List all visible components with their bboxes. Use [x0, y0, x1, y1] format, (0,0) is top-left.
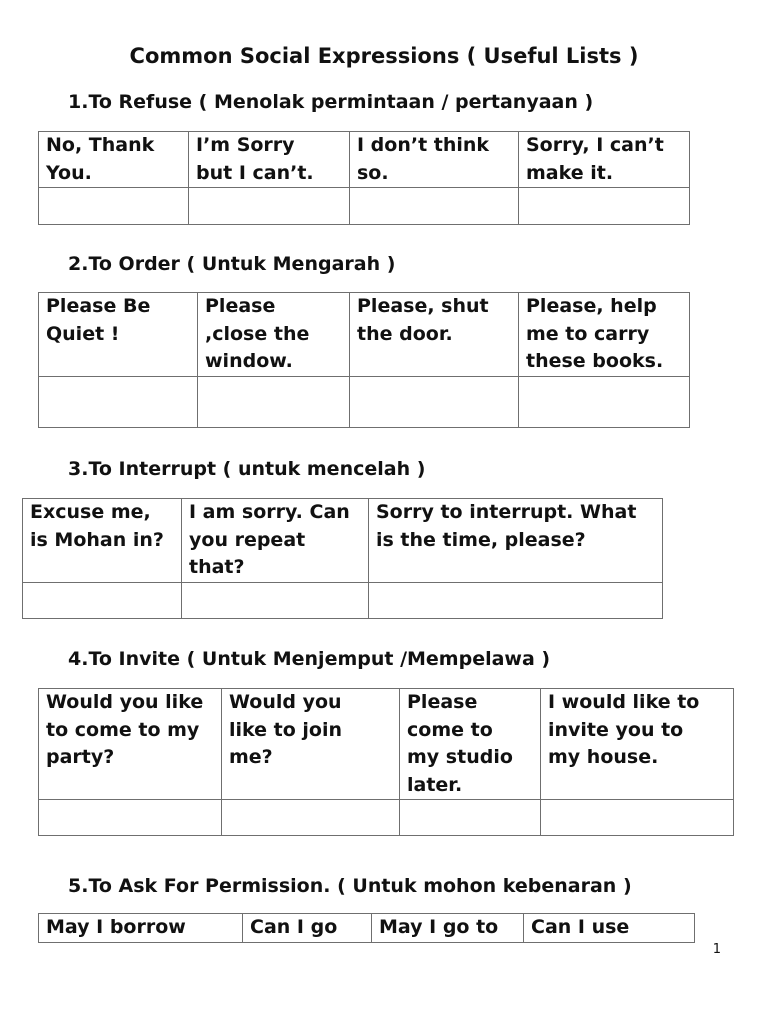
section-heading-order: 2.To Order ( Untuk Mengarah ) [68, 253, 396, 275]
table-row [39, 293, 690, 377]
cell-line: May I go to [379, 916, 499, 938]
blank-cell [519, 188, 690, 225]
cell-line: later. [407, 773, 463, 796]
table-cell [350, 293, 519, 377]
table-invite [38, 688, 734, 836]
cell-line: is the time, please? [376, 528, 586, 551]
table-cell [39, 689, 222, 800]
table-cell [189, 132, 350, 188]
table-row-blank [23, 582, 663, 618]
blank-cell [23, 582, 182, 618]
cell-line: me to carry [526, 322, 650, 345]
table-cell [243, 914, 372, 943]
table-cell [23, 499, 182, 583]
table-cell [222, 689, 400, 800]
table-cell [350, 132, 519, 188]
cell-line: party? [46, 746, 115, 768]
cell-line: Quiet ! [46, 322, 120, 345]
cell-line: is Mohan in? [30, 528, 164, 551]
table-row-blank [39, 188, 690, 225]
table-cell [39, 293, 198, 377]
cell-line: to come to my [46, 718, 200, 741]
cell-line: like to join [229, 718, 343, 741]
cell-line: window. [205, 350, 293, 372]
cell-line: Can I go [250, 916, 338, 938]
table-refuse [38, 131, 690, 225]
page-number: 1 [712, 942, 721, 957]
document-title: Common Social Expressions ( Useful Lists ) [129, 44, 639, 68]
blank-cell [182, 582, 369, 618]
cell-line: ,close the [205, 322, 310, 345]
cell-line: May I borrow [46, 916, 186, 938]
cell-line: my studio [407, 746, 513, 768]
blank-cell [39, 376, 198, 427]
table-cell [541, 689, 734, 800]
blank-cell [222, 800, 400, 836]
blank-cell [198, 376, 350, 427]
table-cell [182, 499, 369, 583]
cell-line: Would you [229, 691, 342, 713]
table-interrupt [22, 498, 663, 619]
table-cell [39, 914, 243, 943]
blank-cell [39, 188, 189, 225]
cell-line: Please Be [46, 295, 151, 317]
cell-line: you repeat [189, 528, 306, 551]
section-heading-permission: 5.To Ask For Permission. ( Untuk mohon kebenaran ) [68, 875, 632, 897]
blank-cell [400, 800, 541, 836]
table-permission [38, 913, 695, 943]
blank-cell [350, 188, 519, 225]
table-cell [519, 132, 690, 188]
cell-line: but I can’t. [196, 161, 314, 184]
cell-line: I am sorry. Can [189, 501, 350, 523]
cell-line: that? [189, 556, 245, 578]
blank-cell [369, 582, 663, 618]
table-cell [400, 689, 541, 800]
table-row [23, 499, 663, 583]
table-cell [39, 132, 189, 188]
blank-cell [39, 800, 222, 836]
cell-line: so. [357, 161, 389, 184]
cell-line: Please, shut [357, 295, 489, 317]
cell-line: come to [407, 718, 493, 741]
cell-line: Would you like [46, 691, 204, 713]
table-row [39, 689, 734, 800]
table-order [38, 292, 690, 428]
section-heading-refuse: 1.To Refuse ( Menolak permintaan / pertanyaan ) [68, 91, 594, 113]
cell-line: me? [229, 746, 273, 768]
cell-line: my house. [548, 746, 659, 768]
table-cell [519, 293, 690, 377]
section-heading-invite: 4.To Invite ( Untuk Menjemput /Mempelawa ) [68, 648, 551, 670]
cell-line: Can I use [531, 916, 630, 938]
table-cell [372, 914, 524, 943]
table-row [39, 132, 690, 188]
table-row [39, 914, 695, 943]
blank-cell [350, 376, 519, 427]
blank-cell [189, 188, 350, 225]
blank-cell [519, 376, 690, 427]
cell-line: No, Thank [46, 134, 155, 156]
cell-line: the door. [357, 322, 453, 345]
cell-line: I would like to [548, 691, 700, 713]
cell-line: make it. [526, 161, 614, 184]
table-cell [369, 499, 663, 583]
table-cell [524, 914, 695, 943]
table-row-blank [39, 800, 734, 836]
table-row-blank [39, 376, 690, 427]
cell-line: Sorry to interrupt. What [376, 501, 637, 523]
cell-line: I don’t think [357, 134, 490, 156]
cell-line: Excuse me, [30, 501, 151, 523]
cell-line: Please [205, 295, 276, 317]
cell-line: Sorry, I can’t [526, 134, 664, 156]
cell-line: Please [407, 691, 478, 713]
cell-line: Please, help [526, 295, 657, 317]
cell-line: You. [46, 161, 92, 184]
cell-line: I’m Sorry [196, 134, 295, 156]
cell-line: invite you to [548, 718, 684, 741]
cell-line: these books. [526, 350, 664, 372]
section-heading-interrupt: 3.To Interrupt ( untuk mencelah ) [68, 458, 426, 480]
blank-cell [541, 800, 734, 836]
table-cell [198, 293, 350, 377]
